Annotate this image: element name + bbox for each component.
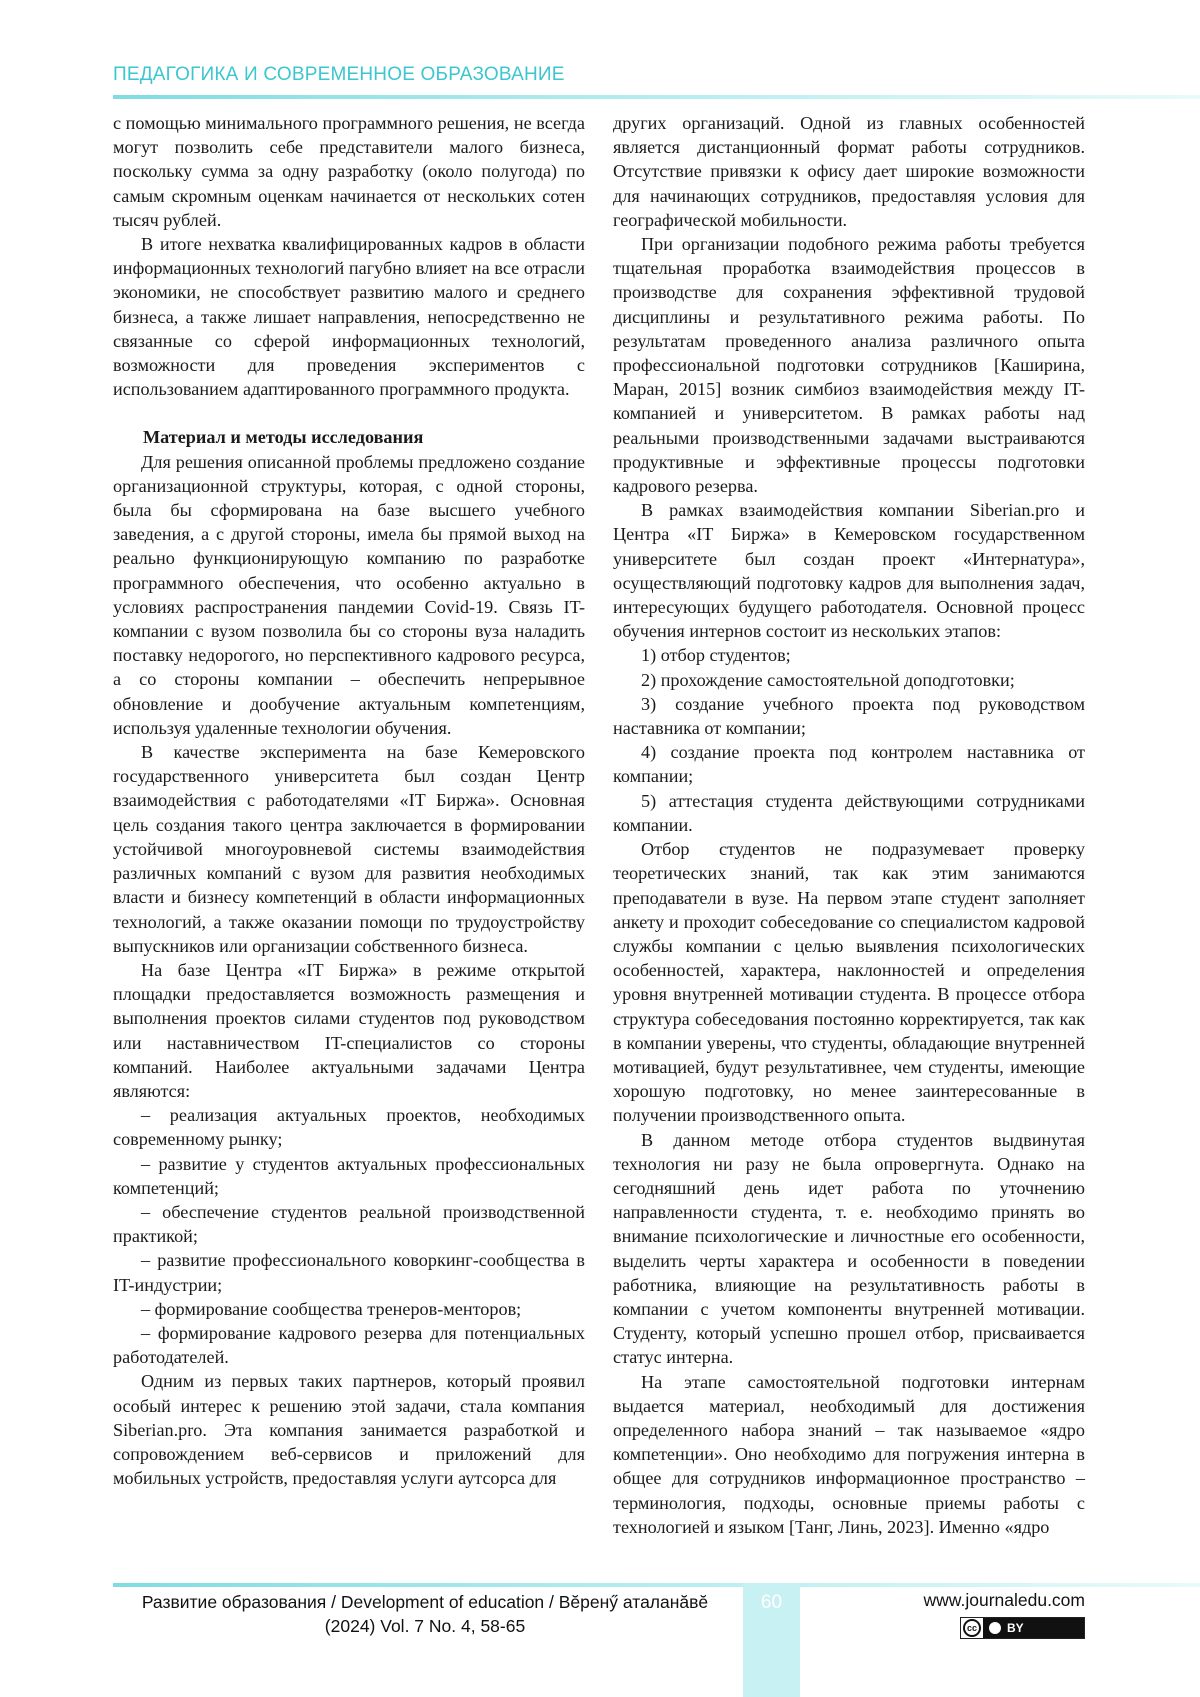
paragraph: Для решения описанной проблемы предложено создание организационной структуры, которая, с одной стороны, была бы сформирована на базе высшего учебного заведения, а с другой стороны, имела бы прямой выход на реально функционирующую компанию по разработке программного обеспечения, что особенно актуально в условиях распространения пандемии Covid-19. Связь IT-компании с вузом позволила бы со стороны вуза наладить поставку недорогого, но перспективного кадрового ресурса, а со стороны компании – обеспечить непрерывное обновление и дообучение актуальным компетенциям, используя удаленные технологии обучения. [113, 451, 585, 738]
left-column [113, 111, 585, 1490]
journal-volume: (2024) Vol. 7 No. 4, 58-65 [324, 1616, 526, 1636]
list-item: – обеспечение студентов реальной производственной практикой; [113, 1201, 585, 1247]
attribution-label [983, 1618, 1084, 1638]
paragraph: других организаций. Одной из главных особенностей является дистанционный формат работы сотрудников. Отсутствие привязки к офису дает широкие возможности для начинающих сотрудников, предоставляя условия для географической мобильности. [613, 113, 1085, 230]
page-number: 60 [760, 1592, 783, 1613]
list-item: – формирование кадрового резерва для потенциальных работодателей. [113, 1322, 585, 1368]
person-icon [989, 1622, 1001, 1634]
right-column [613, 111, 1085, 1539]
by-label: BY [1007, 1621, 1024, 1635]
paragraph: В рамках взаимодействия компании Siberian.pro и Центра «IT Биржа» в Кемеровском государственном университете был создан проект «Интернатура», осуществляющий подготовку кадров для выполнения задач, интересующих будущего работодателя. Основной процесс обучения интернов состоит из нескольких этапов: [613, 500, 1085, 642]
paragraph: В итоге нехватка квалифицированных кадров в области информационных технологий пагубно влияет на все отрасли экономики, не способствует развитию малого и среднего бизнеса, а также лишает направления, непосредственно не связанные со сферой информационных технологий, возможности для проведения экспериментов с использованием адаптированного программного продукта. [113, 234, 585, 400]
paragraph: В данном методе отбора студентов выдвинутая технология ни разу не была опровергнута. Однако на сегодняшний день идет работа по уточнению направленности студента, т. е. необходимо принять во внимание психологические и личностные его особенности, выделить черты характера и особенности в поведении работника, влияющие на результативность работы в компании с учетом компоненты внутренней мотивации. Студенту, который успешно прошел отбор, присваивается статус интерна. [613, 1129, 1085, 1368]
list-item: – формирование сообщества тренеров-менторов; [141, 1298, 522, 1319]
paragraph: с помощью минимального программного решения, не всегда могут позволить себе представители малого бизнеса, поскольку сумма за одну разработку (около полугода) по самым скромным оценкам начинается от нескольких сотен тысяч рублей. [113, 113, 585, 230]
journal-citation [120, 1590, 730, 1638]
cc-label: cc [963, 1619, 981, 1637]
section-heading: Материал и методы исследования [143, 427, 424, 448]
paragraph: В качестве эксперимента на базе Кемеровского государственного университета был создан Центр взаимодействия с работодателями «IT Биржа». Основная цель создания такого центра заключается в формировании устойчивой многоуровневой системы взаимодействия различных компаний с вузом для развития необходимых власти и бизнесу компетенций в области информационных технологий, а также оказании помощи по трудоустройству выпускников или организации собственного бизнеса. [113, 742, 585, 956]
paragraph: Одним из первых таких партнеров, который проявил особый интерес к решению этой задачи, стала компания Siberian.pro. Эта компания занимается разработкой и сопровождением веб-сервисов и приложений для мобильных устройств, предоставляя услуги аутсорса для [113, 1371, 585, 1489]
paragraph: Отбор студентов не подразумевает проверку теоретических знаний, так как этим занимаются преподаватели в вузе. На первом этапе студент заполняет анкету и проходит собеседование со специалистом кадровой службы компании с целью выявления психологических особенностей, характера, наклонностей и определения уровня внутренней мотивации студента. В процессе отбора структура собеседования постоянно корректируется, так как в компании уверены, что студенты, обладающие внутренней мотивацией, будут результативнее, чем студенты, имеющие хорошую подготовку, но менее заинтересованные в получении производственного опыта. [613, 839, 1085, 1126]
list-item: 4) создание проекта под контролем наставника от компании; [613, 742, 1085, 787]
paragraph: На базе Центра «IT Биржа» в режиме открытой площадки предоставляется возможность размещения и выполнения проектов силами студентов под руководством или наставничеством IT-специалистов со стороны компаний. Наиболее актуальными задачами Центра являются: [113, 959, 585, 1101]
running-head: ПЕДАГОГИКА И СОВРЕМЕННОЕ ОБРАЗОВАНИЕ [113, 64, 565, 85]
footer-rule [113, 1583, 1200, 1587]
list-item: 2) прохождение самостоятельной доподготовки; [641, 669, 1015, 690]
paragraph: При организации подобного режима работы требуется тщательная проработка взаимодействия процессов в производстве для сохранения эффективной трудовой дисциплины и результативного режима работы. По результатам проведенного анализа различного опыта профессиональной подготовки сотрудников [Каширина, Маран, 2015] возник симбиоз взаимодействия между IT-компанией и университетом. В рамках работы над реальными производственными задачами выстраиваются продуктивные и эффективные процессы подготовки кадрового резерва. [613, 234, 1085, 497]
journal-title: Развитие образования / Development of education / Вĕренӳ аталанăвĕ [141, 1592, 709, 1612]
list-item: – развитие профессионального коворкинг-сообщества в IT-индустрии; [113, 1250, 585, 1295]
list-item: – реализация актуальных проектов, необходимых современному рынку; [113, 1105, 585, 1150]
header-rule [113, 95, 1200, 99]
journal-website[interactable]: www.journaledu.com [923, 1590, 1085, 1610]
paragraph: На этапе самостоятельной подготовки интернам выдается материал, необходимый для достижения определенного набора знаний – так называемое «ядро компетенции». Оно необходимо для погружения интерна в общее для сотрудников информационное пространство – терминология, подходы, основные приемы работы с технологией и языком [Танг, Линь, 2023]. Именно «ядро [613, 1371, 1085, 1537]
list-item: 1) отбор студентов; [641, 645, 791, 666]
list-item: 5) аттестация студента действующими сотрудниками компании. [613, 790, 1085, 835]
list-item: 3) создание учебного проекта под руководством наставника от компании; [613, 693, 1085, 739]
cc-by-license-badge[interactable] [960, 1617, 1085, 1639]
creative-commons-icon [961, 1618, 983, 1638]
list-item: – развитие у студентов актуальных профессиональных компетенций; [113, 1153, 585, 1198]
